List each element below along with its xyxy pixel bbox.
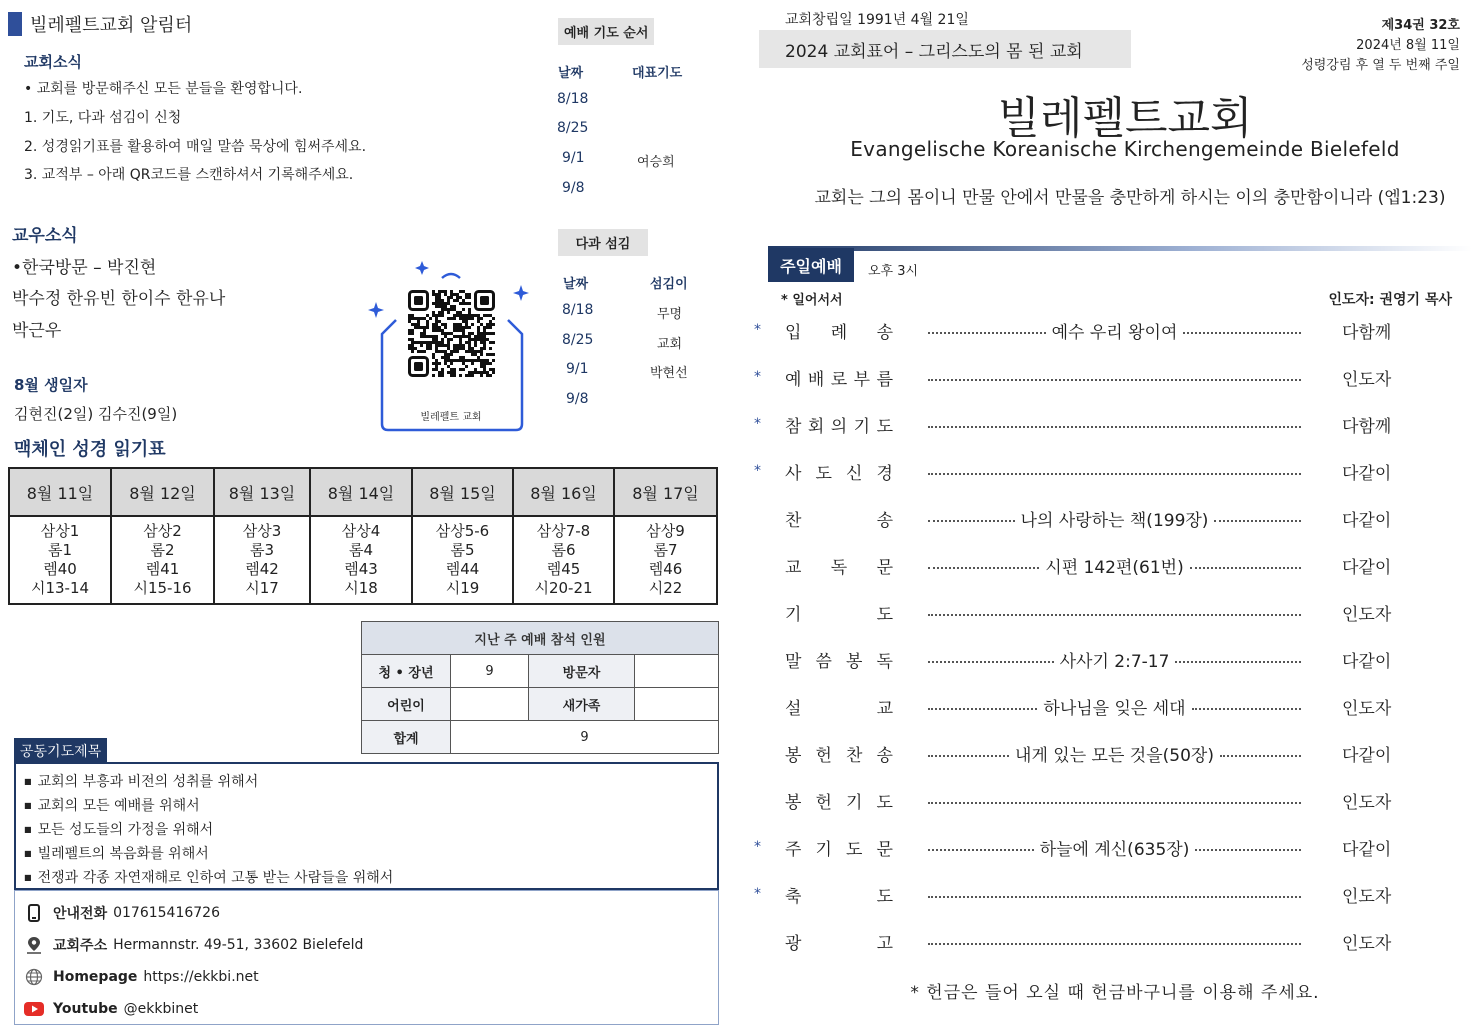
standing-note: * 일어서서 <box>781 293 843 308</box>
birthday-list: 김현진(2일) 김수진(9일) <box>14 405 178 423</box>
prayer-topic-item: ■ 전쟁과 각종 자연재해로 인하여 고통 받는 사람들을 위해서 <box>24 866 709 890</box>
service-item-text: 예수 우리 왕이여 <box>1051 322 1178 343</box>
reading-passages-cell: 삼상5-6 롬5 렘44 시19 <box>412 516 513 604</box>
news-item: • 교회를 방문해주신 모든 분들을 환영합니다. <box>24 81 303 97</box>
service-item-content <box>922 694 1307 719</box>
title-bar-marker <box>8 12 22 36</box>
reading-passages-cell: 삼상3 롬3 렘42 시17 <box>214 516 310 604</box>
service-item-text: 하늘에 계신(635장) <box>1039 839 1190 860</box>
attendance-visitor-label: 방문자 <box>529 655 635 688</box>
dot-leader <box>928 896 1301 898</box>
dot-leader <box>928 379 1301 381</box>
prayer-topic-item: ■ 교회의 부흥과 비전의 성취를 위해서 <box>24 770 709 794</box>
service-item-name <box>785 647 893 672</box>
service-time: 오후 3시 <box>868 264 919 279</box>
contact-youtube-row <box>23 993 710 1025</box>
dot-leader <box>928 520 1015 522</box>
news-heading: 교회소식 <box>24 53 82 71</box>
service-item-text: 내게 있는 모든 것을(50장) <box>1015 745 1214 766</box>
refreshments-date-header: 날짜 <box>563 277 589 292</box>
contact-address: Hermannstr. 49-51, 33602 Bielefeld <box>113 937 364 953</box>
service-item-name-char: 봉 <box>785 792 802 813</box>
church-name: 빌레펠트교회 <box>997 93 1253 144</box>
contact-homepage-link[interactable]: https://ekkbi.net <box>143 969 259 985</box>
issue-info <box>1301 16 1460 76</box>
attendance-title: 지난 주 예배 참석 인원 <box>362 622 719 655</box>
service-item-performer: 다같이 <box>1342 557 1392 578</box>
dot-leader <box>1214 520 1301 522</box>
service-item-name <box>785 459 893 484</box>
founding-date: 교회창립일 1991년 4월 21일 <box>785 12 969 28</box>
service-item-name <box>785 835 893 860</box>
news-item: 3. 교적부 – 아래 QR코드를 스캔하셔서 기록해주세요. <box>24 167 354 183</box>
attendance-youth-value: 9 <box>451 655 529 688</box>
service-item-name-char: 봉 <box>846 651 863 672</box>
prayer-order-leader-header: 대표기도 <box>632 66 683 81</box>
service-item-name-char: 독 <box>876 651 893 672</box>
dot-leader <box>1195 849 1301 851</box>
prayer-order-date: 8/18 <box>557 91 589 107</box>
service-item-content <box>922 893 1307 895</box>
service-item-name-char: 예 <box>785 369 802 390</box>
service-item-name-char: 사 <box>785 463 802 484</box>
service-item-content <box>922 423 1307 425</box>
reading-plan-passages-row <box>9 516 717 604</box>
service-item-name-char: 축 <box>785 886 802 907</box>
service-item-name <box>785 506 893 531</box>
service-item-performer: 다같이 <box>1342 510 1392 531</box>
standing-marker: * <box>754 369 761 385</box>
service-item-name-char: 문 <box>876 839 893 860</box>
reading-passages-cell: 삼상4 롬4 렘43 시18 <box>310 516 412 604</box>
dot-leader <box>928 943 1301 945</box>
service-item-name <box>785 788 893 813</box>
service-item-name-char: 고 <box>876 933 893 954</box>
offering-note: * 헌금은 들어 오실 때 헌금바구니를 이용해 주세요. <box>910 983 1320 1003</box>
reading-date-header: 8월 11일 <box>9 468 111 516</box>
service-item-name-char: 도 <box>876 886 893 907</box>
service-divider <box>768 246 1472 251</box>
reading-date-header: 8월 12일 <box>111 468 214 516</box>
service-item-name-char: 송 <box>876 510 893 531</box>
members-line: •한국방문 – 박진현 <box>12 258 157 278</box>
attendance-youth-label: 청 • 장년 <box>362 655 451 688</box>
standing-marker: * <box>754 886 761 902</box>
refreshments-date: 8/25 <box>562 332 594 348</box>
dot-leader <box>928 473 1301 475</box>
service-item-name-char: 말 <box>785 651 802 672</box>
service-item-content <box>922 318 1307 343</box>
youtube-icon <box>23 1002 45 1016</box>
service-item-performer: 다같이 <box>1342 839 1392 860</box>
standing-marker: * <box>754 416 761 432</box>
contact-youtube-label: Youtube <box>53 1001 118 1017</box>
service-item <box>752 456 1452 486</box>
service-item-performer: 인도자 <box>1342 792 1392 813</box>
service-item-name-char: 배 <box>807 369 825 390</box>
service-item <box>752 879 1452 909</box>
prayer-topic-item: ■ 교회의 모든 예배를 위해서 <box>24 794 709 818</box>
reading-date-header: 8월 16일 <box>513 468 614 516</box>
birthday-heading: 8월 생일자 <box>14 376 88 394</box>
reading-date-header: 8월 15일 <box>412 468 513 516</box>
theme-verse: 교회는 그의 몸이니 만물 안에서 만물을 충만하게 하시는 이의 충만함이니라 (엡1:23) <box>814 188 1446 208</box>
service-item-name <box>785 318 893 343</box>
service-item-name-char: 기 <box>853 416 871 437</box>
members-line: 박근우 <box>12 321 62 341</box>
reading-plan-table <box>8 467 718 605</box>
service-item <box>752 738 1452 768</box>
service-item-name-char: 신 <box>846 463 863 484</box>
dot-leader <box>928 802 1301 804</box>
reading-date-header: 8월 13일 <box>214 468 310 516</box>
attendance-children-value <box>451 688 529 721</box>
service-leader: 인도자: 권영기 목사 <box>1328 292 1452 308</box>
service-item-name-char: 문 <box>876 557 893 578</box>
service-item-text: 시편 142편(61번) <box>1045 557 1184 578</box>
attendance-children-label: 어린이 <box>362 688 451 721</box>
attendance-total-label: 합계 <box>362 721 451 754</box>
contact-youtube-handle[interactable]: @ekkbinet <box>123 1001 199 1017</box>
service-item-name-char: 회 <box>807 416 825 437</box>
service-item-name-char: 입 <box>785 322 802 343</box>
prayer-order-date: 9/8 <box>562 180 585 196</box>
dot-leader <box>928 661 1054 663</box>
service-item-name-char: 독 <box>830 557 848 578</box>
refreshments-server-header: 섬김이 <box>650 277 688 292</box>
service-item-performer: 인도자 <box>1342 933 1392 954</box>
liturgical-season: 성령강림 후 열 두 번째 주일 <box>1301 58 1460 73</box>
service-item-name <box>785 412 893 437</box>
refreshments-date: 9/1 <box>566 361 589 377</box>
service-item-name <box>785 929 893 954</box>
service-item-name-char: 례 <box>830 322 848 343</box>
service-item-name-char: 도 <box>846 839 863 860</box>
service-item-name-char: 참 <box>785 416 802 437</box>
service-item-name-char: 기 <box>815 839 832 860</box>
service-item-name-char: 광 <box>785 933 802 954</box>
standing-marker: * <box>754 322 761 338</box>
dot-leader <box>1183 332 1301 334</box>
service-item-name-char: 송 <box>876 322 893 343</box>
service-item <box>752 550 1452 580</box>
service-item-name-char: 교 <box>785 557 802 578</box>
dot-leader <box>1190 567 1301 569</box>
service-item-content <box>922 741 1307 766</box>
service-item-name-char: 씀 <box>815 651 832 672</box>
service-item-content <box>922 470 1307 472</box>
service-item-name-char: 송 <box>876 745 893 766</box>
bulletin-board-title <box>8 12 192 36</box>
service-item <box>752 315 1452 345</box>
news-item: 1. 기도, 다과 섬김이 신청 <box>24 110 182 126</box>
issue-date: 2024년 8월 11일 <box>1356 38 1460 53</box>
service-item-name <box>785 741 893 766</box>
service-item-content <box>922 611 1307 613</box>
contact-info <box>14 890 719 1025</box>
members-line: 박수정 한유빈 한이수 한유나 <box>12 289 226 309</box>
service-item-text: 하나님을 잊은 세대 <box>1043 698 1186 719</box>
service-item-content <box>922 940 1307 942</box>
service-item-name-char: 의 <box>830 416 848 437</box>
church-name-german: Evangelische Koreanische Kirchengemeinde Bielefeld <box>850 137 1400 161</box>
attendance-table <box>361 621 719 754</box>
globe-icon <box>23 968 45 986</box>
bulletin-board-title-text: 빌레펠트교회 알림터 <box>30 15 193 36</box>
dot-leader <box>1220 755 1301 757</box>
service-item-name-char: 교 <box>876 698 893 719</box>
dot-leader <box>1192 708 1301 710</box>
service-item <box>752 785 1452 815</box>
refreshments-title: 다과 섬김 <box>558 229 648 256</box>
prayer-topic-item: ■ 빌레펠트의 복음화를 위해서 <box>24 842 709 866</box>
reading-passages-cell: 삼상9 롬7 렘46 시22 <box>614 516 717 604</box>
reading-passages-cell: 삼상7-8 롬6 렘45 시20-21 <box>513 516 614 604</box>
prayer-topics-list <box>14 762 719 890</box>
service-item-name-char: 찬 <box>846 745 863 766</box>
service-item-content <box>922 506 1307 531</box>
service-item-performer: 다같이 <box>1342 745 1392 766</box>
dot-leader <box>928 332 1046 334</box>
reading-passages-cell: 삼상2 롬2 렘41 시15-16 <box>111 516 214 604</box>
service-item-name-char: 헌 <box>815 745 832 766</box>
service-title: 주일예배 <box>768 248 854 282</box>
service-item-content <box>922 376 1307 378</box>
service-item-name-char: 기 <box>846 792 863 813</box>
service-item-name-char: 로 <box>830 369 848 390</box>
refreshments-date: 9/8 <box>566 391 589 407</box>
service-item-name <box>785 694 893 719</box>
reading-passages-cell: 삼상1 롬1 렘40 시13-14 <box>9 516 111 604</box>
standing-marker: * <box>754 839 761 855</box>
members-heading: 교우소식 <box>12 226 78 246</box>
contact-phone-label: 안내전화 <box>53 906 108 922</box>
dot-leader <box>928 567 1039 569</box>
service-item-performer: 다함께 <box>1342 322 1392 343</box>
contact-phone-row <box>23 897 710 929</box>
service-item-name-char: 도 <box>815 463 832 484</box>
service-item-performer: 인도자 <box>1342 886 1392 907</box>
service-item-name-char: 도 <box>876 604 893 625</box>
attendance-newfamily-label: 새가족 <box>529 688 635 721</box>
refreshments-date: 8/18 <box>562 302 594 318</box>
service-item-content <box>922 835 1307 860</box>
prayer-order-date: 9/1 <box>562 150 585 166</box>
issue-volume: 제34권 32호 <box>1381 18 1460 33</box>
service-item-name <box>785 882 893 907</box>
prayer-order-date-header: 날짜 <box>558 66 584 81</box>
prayer-topics-title: 공동기도제목 <box>14 738 107 762</box>
service-item <box>752 644 1452 674</box>
qr-code <box>408 290 495 377</box>
dot-leader <box>928 614 1301 616</box>
service-item-performer: 다함께 <box>1342 416 1392 437</box>
service-item-performer: 다같이 <box>1342 463 1392 484</box>
contact-address-label: 교회주소 <box>53 938 108 954</box>
service-item-performer: 인도자 <box>1342 698 1392 719</box>
service-item <box>752 926 1452 956</box>
service-item-content <box>922 647 1307 672</box>
reading-plan-heading: 맥체인 성경 읽기표 <box>14 439 166 460</box>
service-item-name-char: 기 <box>785 604 802 625</box>
service-item <box>752 691 1452 721</box>
prayer-topic-item: ■ 모든 성도들의 가정을 위해서 <box>24 818 709 842</box>
refreshments-name: 박현선 <box>650 366 688 381</box>
service-item-name-char: 찬 <box>785 510 802 531</box>
standing-marker: * <box>754 463 761 479</box>
contact-phone-number[interactable]: 017615416726 <box>113 905 220 921</box>
service-item-name-char: 설 <box>785 698 802 719</box>
contact-homepage-label: Homepage <box>53 969 138 985</box>
service-item-name-char: 경 <box>876 463 893 484</box>
attendance-visitor-value <box>635 655 719 688</box>
news-item: 2. 성경읽기표를 활용하여 매일 말씀 묵상에 힘써주세요. <box>24 139 367 155</box>
service-item <box>752 597 1452 627</box>
service-item-name-char: 봉 <box>785 745 802 766</box>
service-item-name-char: 헌 <box>815 792 832 813</box>
reading-plan-header-row <box>9 468 717 516</box>
reading-date-header: 8월 14일 <box>310 468 412 516</box>
service-item-name-char: 부 <box>853 369 871 390</box>
attendance-total-value: 9 <box>451 721 719 754</box>
service-item-text: 사사기 2:7-17 <box>1059 651 1170 672</box>
attendance-newfamily-value <box>635 688 719 721</box>
dot-leader <box>928 755 1009 757</box>
service-item-name-char: 주 <box>785 839 802 860</box>
dot-leader <box>928 708 1037 710</box>
phone-icon <box>23 904 45 922</box>
service-item-name <box>785 600 893 625</box>
service-item-name-char: 도 <box>876 416 893 437</box>
dot-leader <box>928 849 1034 851</box>
service-item <box>752 832 1452 862</box>
service-item-name <box>785 365 893 390</box>
service-item <box>752 362 1452 392</box>
service-item-content <box>922 553 1307 578</box>
prayer-order-date: 8/25 <box>557 120 589 136</box>
contact-homepage-row <box>23 961 710 993</box>
service-item <box>752 409 1452 439</box>
refreshments-name: 교회 <box>657 337 683 352</box>
church-motto: 2024 교회표어 – 그리스도의 몸 된 교회 <box>759 30 1131 68</box>
qr-caption: 빌레펠트 교회 <box>420 412 482 423</box>
dot-leader <box>928 426 1301 428</box>
refreshments-name: 무명 <box>657 307 683 322</box>
dot-leader <box>1175 661 1301 663</box>
service-item-text: 나의 사랑하는 책(199장) <box>1020 510 1209 531</box>
service-item <box>752 503 1452 533</box>
prayer-order-title: 예배 기도 순서 <box>558 18 654 45</box>
service-item-name-char: 도 <box>876 792 893 813</box>
service-item-content <box>922 799 1307 801</box>
service-item-performer: 인도자 <box>1342 369 1392 390</box>
reading-date-header: 8월 17일 <box>614 468 717 516</box>
service-item-name-char: 름 <box>876 369 893 390</box>
contact-address-row <box>23 929 710 961</box>
prayer-order-name: 여승희 <box>637 155 675 170</box>
service-item-performer: 다같이 <box>1342 651 1392 672</box>
location-icon <box>23 936 45 954</box>
service-item-performer: 인도자 <box>1342 604 1392 625</box>
qr-code-card[interactable] <box>366 258 536 436</box>
service-item-name <box>785 553 893 578</box>
